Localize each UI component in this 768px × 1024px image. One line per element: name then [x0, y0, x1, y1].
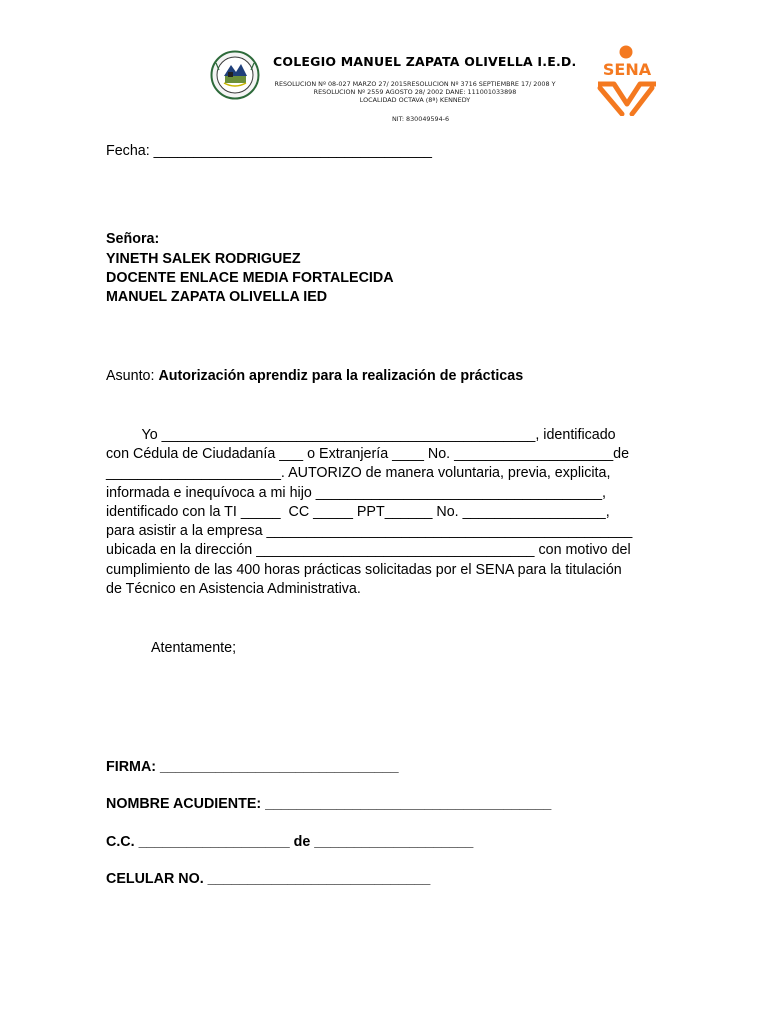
body-line: informada e inequívoca a mi hijo ____________________________________, [106, 485, 607, 501]
body-line: Yo _______________________________________________, identificado [106, 427, 616, 443]
recipient-institution: MANUEL ZAPATA OLIVELLA IED [106, 289, 328, 305]
body-line: de Técnico en Asistencia Administrativa. [106, 581, 361, 597]
body-line: cumplimiento de las 400 horas prácticas solicitadas por el SENA para la titulación [106, 562, 622, 578]
sena-logo [592, 44, 662, 116]
recipient-name: YINETH SALEK RODRIGUEZ [106, 251, 301, 267]
closing: Atentamente; [151, 640, 237, 656]
body-line: ______________________. AUTORIZO de manera voluntaria, previa, explicita, [106, 465, 611, 481]
salutation: Señora: [106, 231, 160, 247]
school-crest-logo [210, 50, 260, 100]
resolution-text [264, 80, 566, 105]
id-number-field: C.C. ___________________ de ____________________ [106, 834, 474, 850]
signature-field: FIRMA: ______________________________ [106, 759, 399, 775]
body-line: ubicada en la dirección ___________________________________ con motivo del [106, 542, 631, 558]
resolution-line: RESOLUCION Nº 2559 AGOSTO 28/ 2002 DANE: 111001033898 [313, 88, 517, 97]
sena-logo-text: SENA [602, 60, 652, 79]
body-line: con Cédula de Ciudadanía ___ o Extranjería ____ No. ____________________de [106, 446, 630, 462]
recipient-role: DOCENTE ENLACE MEDIA FORTALECIDA [106, 270, 394, 286]
body-line: para asistir a la empresa ______________________________________________ [106, 523, 633, 539]
body-line: identificado con la TI _____ CC _____ PPT______ No. __________________, [106, 504, 610, 520]
subject-label: Asunto: [106, 368, 159, 384]
letterhead [0, 0, 768, 130]
resolution-line: RESOLUCION Nº 08-027 MARZO 27/ 2015RESOLUCION Nº 3716 SEPTIEMBRE 17/ 2008 Y [274, 80, 556, 88]
subject-line [106, 367, 523, 386]
phone-field: CELULAR NO. ____________________________ [106, 871, 431, 887]
nit-number: NIT: 830049594-6 [392, 115, 450, 123]
guardian-name-field: NOMBRE ACUDIENTE: ____________________________________ [106, 796, 552, 812]
resolution-line: LOCALIDAD OCTAVA (8ª) KENNEDY [359, 96, 471, 105]
subject-text: Autorización aprendiz para la realización de prácticas [158, 368, 524, 384]
date-field: Fecha: ___________________________________ [106, 143, 432, 159]
school-name: COLEGIO MANUEL ZAPATA OLIVELLA I.E.D. [273, 54, 577, 69]
